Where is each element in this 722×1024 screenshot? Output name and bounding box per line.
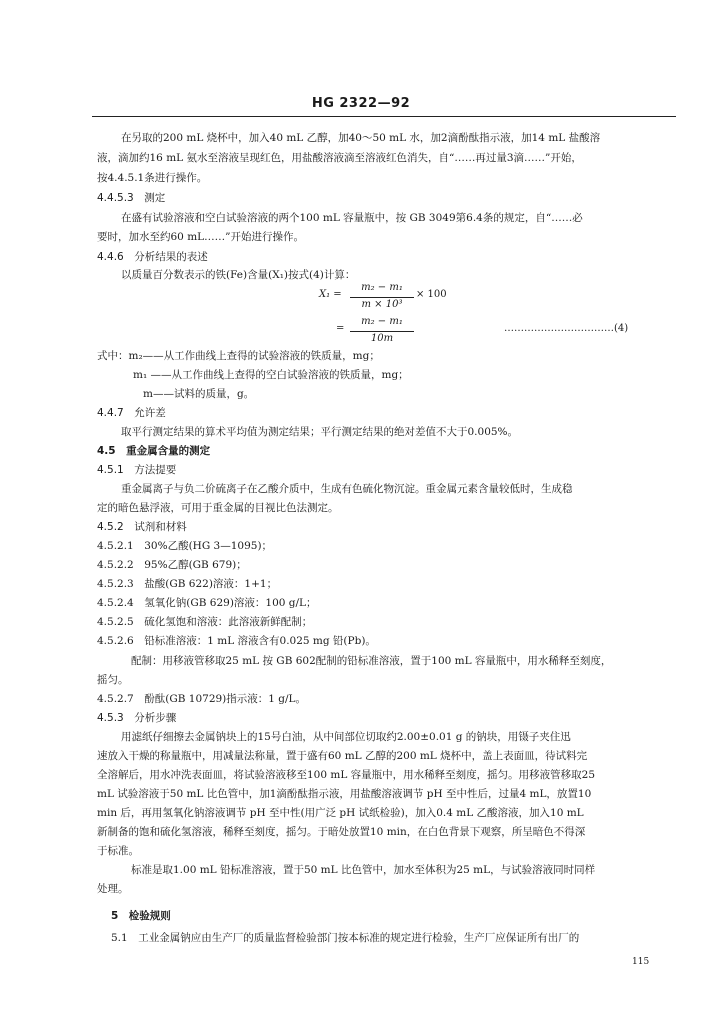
fraction-bar-1	[350, 297, 414, 298]
paragraph-line: mL 试验溶液于50 mL 比色管中，加1滴酚酞指示液，用盐酸溶液调节 pH 至中性后，过量4 mL，放置10	[97, 788, 592, 800]
paragraph-line: 要时，加水至约60 mL……”开始进行操作。	[97, 231, 304, 243]
formula-number: ……………………………(4)	[504, 323, 629, 334]
formula-denominator-2: 10m	[370, 333, 394, 344]
reagent-item: 4.5.2.5 硫化氢饱和溶液：此溶液新鲜配制；	[97, 616, 313, 628]
formula-equals: =	[336, 323, 345, 334]
paragraph-line: 重金属离子与负二价硫离子在乙酸介质中，生成有色硫化物沉淀。重金属元素含量较低时，生成稳	[121, 483, 573, 495]
paragraph-line: 新制备的饱和硫化氢溶液，稀释至刻度，摇匀。于暗处放置10 min，在白色背景下观察，所呈暗色不得深	[97, 826, 586, 838]
paragraph-line: 用滤纸仔细擦去金属钠块上的15号白油，从中间部位切取约2.00±0.01 g 的钠块，用镊子夹住迅	[121, 731, 571, 743]
formula-numerator-1: m₂ − m₁	[361, 282, 403, 293]
paragraph-line: 速放入干燥的称量瓶中，用减量法称量，置于盛有60 mL 乙醇的200 mL 烧杯中，盖上表面皿，待试料完	[97, 750, 588, 762]
paragraph-line: 处理。	[97, 883, 129, 895]
paragraph-line: 标准是取1.00 mL 铅标准溶液，置于50 mL 比色管中，加水至体积为25 mL，与试验溶液同时同样	[131, 864, 596, 876]
section-heading-451: 4.5.1 方法提要	[97, 464, 177, 476]
paragraph-line: min 后，再用氢氧化钠溶液调节 pH 至中性(用广泛 pH 试纸检验)，加入0.4 mL 乙酸溶液，加入10 mL	[97, 807, 584, 819]
paragraph-line: 在另取的200 mL 烧杯中，加入40 mL 乙醇，加40～50 mL 水，加2滴酚酞指示液，加14 mL 盐酸溶	[121, 132, 601, 144]
paragraph-line: 全溶解后，用水冲洗表面皿，将试验溶液移至100 mL 容量瓶中，用水稀释至刻度，摇匀。用移液管移取25	[97, 769, 596, 781]
reagent-item: 4.5.2.2 95%乙醇(GB 679)；	[97, 559, 247, 571]
paragraph-line: 以质量百分数表示的铁(Fe)含量(X₁)按式(4)计算：	[121, 269, 356, 281]
paragraph-line: 5.1 工业金属钠应由生产厂的质量监督检验部门按本标准的规定进行检验，生产厂应保证所有出厂的	[111, 932, 580, 944]
section-heading-4453: 4.4.5.3 测定	[97, 192, 166, 204]
paragraph-line: 配制：用移液管移取25 mL 按 GB 602配制的铅标准溶液，置于100 mL 容量瓶中，用水稀释至刻度，	[131, 655, 612, 667]
reagent-item: 4.5.2.6 铅标准溶液：1 mL 溶液含有0.025 mg 铅(Pb)。	[97, 635, 376, 647]
section-heading-45: 4.5 重金属含量的测定	[97, 445, 211, 457]
paragraph-line: 摇匀。	[97, 674, 129, 686]
standard-code-header: HG 2322—92	[311, 96, 411, 111]
header-rule	[92, 116, 676, 117]
formula-numerator-2: m₂ − m₁	[361, 316, 403, 327]
paragraph-line: 于标准。	[97, 845, 139, 857]
reagent-item: 4.5.2.7 酚酞(GB 10729)指示液：1 g/L。	[97, 693, 307, 705]
reagent-item: 4.5.2.3 盐酸(GB 622)溶液：1+1；	[97, 578, 278, 590]
formula-lhs: X₁ =	[319, 289, 342, 300]
where-line: m₁ ——从工作曲线上查得的空白试验溶液的铁质量，mg；	[133, 369, 409, 381]
section-heading-447: 4.4.7 允许差	[97, 407, 166, 419]
where-line: m——试料的质量，g。	[143, 388, 255, 400]
paragraph-line: 在盛有试验溶液和空白试验溶液的两个100 mL 容量瓶中，按 GB 3049第6.4条的规定，自“……必	[121, 212, 583, 224]
section-heading-452: 4.5.2 试剂和材料	[97, 521, 187, 533]
paragraph-line: 液，滴加约16 mL 氨水至溶液呈现红色，用盐酸溶液滴至溶液红色消失，自“……再过量3滴……”开始，	[97, 152, 582, 164]
fraction-bar-2	[350, 331, 414, 332]
paragraph-line: 定的暗色悬浮液，可用于重金属的目视比色法测定。	[97, 502, 339, 514]
reagent-item: 4.5.2.4 氢氧化钠(GB 629)溶液：100 g/L；	[97, 597, 317, 609]
formula-denominator-1: m × 10³	[361, 299, 403, 310]
page-number: 115	[632, 957, 650, 967]
section-heading-446: 4.4.6 分析结果的表述	[97, 251, 208, 263]
reagent-item: 4.5.2.1 30%乙酸(HG 3—1095)；	[97, 540, 273, 552]
paragraph-line: 取平行测定结果的算术平均值为测定结果；平行测定结果的绝对差值不大于0.005%。	[121, 426, 519, 438]
paragraph-line: 按4.4.5.1条进行操作。	[97, 172, 208, 184]
where-line: 式中：m₂——从工作曲线上查得的试验溶液的铁质量，mg；	[97, 350, 380, 362]
formula-multiplier: × 100	[416, 289, 447, 300]
section-heading-453: 4.5.3 分析步骤	[97, 712, 177, 724]
section-heading-5: 5 检验规则	[111, 910, 171, 922]
